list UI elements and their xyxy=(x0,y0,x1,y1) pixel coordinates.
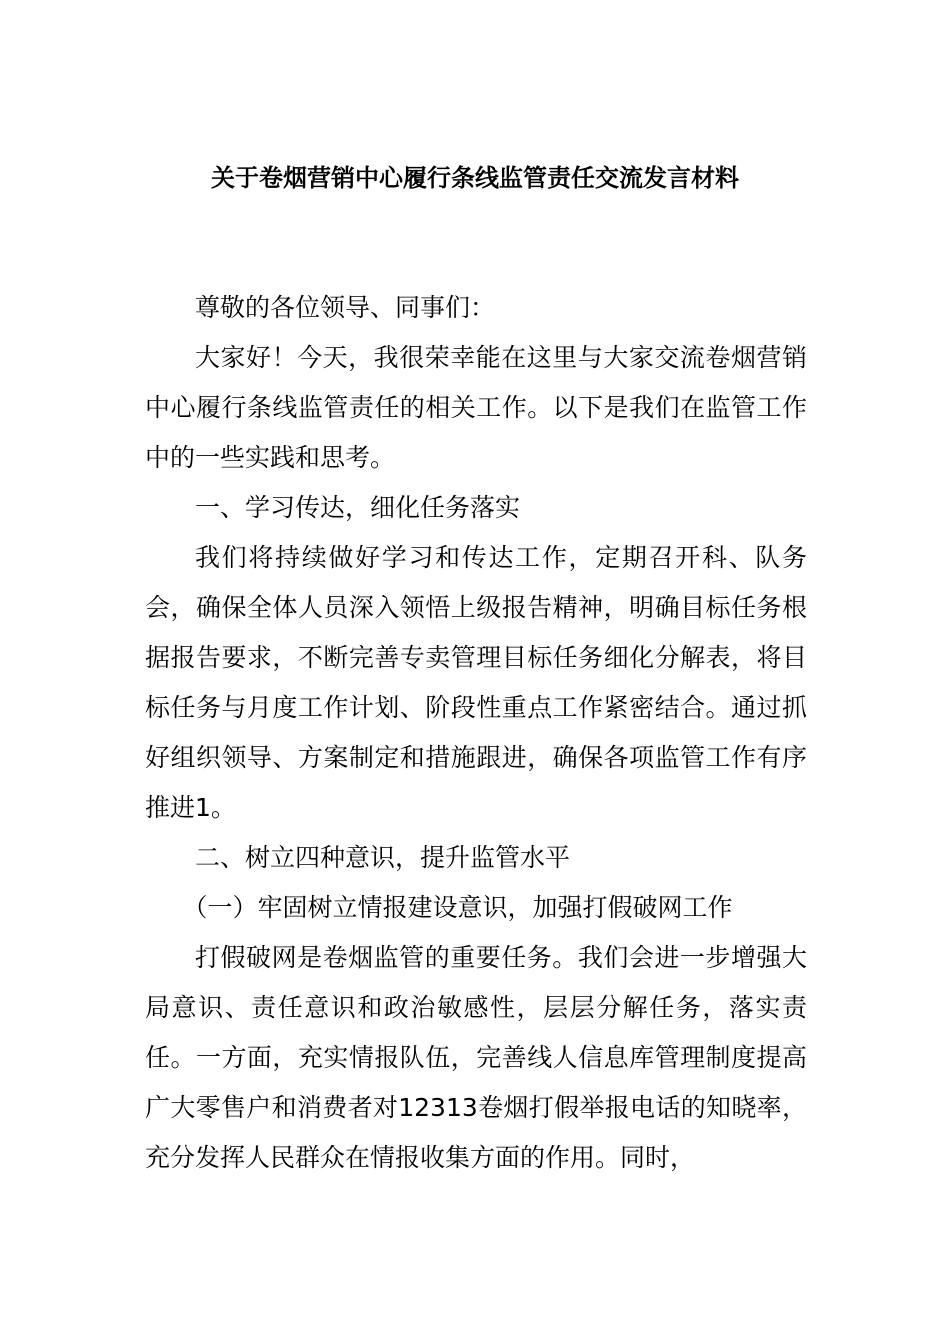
intro-paragraph: 大家好！今天，我很荣幸能在这里与大家交流卷烟营销中心履行条线监管责任的相关工作。以下是我们在监管工作中的一些实践和思考。 xyxy=(145,343,807,472)
document-title: 关于卷烟营销中心履行条线监管责任交流发言材料 xyxy=(211,164,739,192)
section-heading-1: 一、学习传达，细化任务落实 xyxy=(195,493,521,522)
salutation: 尊敬的各位领导、同事们： xyxy=(195,293,496,322)
section-1-paragraph: 我们将持续做好学习和传达工作，定期召开科、队务会，确保全体人员深入领悟上级报告精神，明确目标任务根据报告要求，不断完善专卖管理目标任务细化分解表，将目标任务与月度工作计划、阶段性重点工作紧密结合。通过抓好组织领导、方案制定和措施跟进，确保各项监管工作有序推进1。 xyxy=(145,543,807,822)
subsection-heading-2-1: （一）牢固树立情报建设意识，加强打假破网工作 xyxy=(182,893,733,922)
document-body xyxy=(145,283,807,1183)
section-heading-2: 二、树立四种意识，提升监管水平 xyxy=(195,843,571,872)
section-2-paragraph: 打假破网是卷烟监管的重要任务。我们会进一步增强大局意识、责任意识和政治敏感性，层层分解任务，落实责任。一方面，充实情报队伍，完善线人信息库管理制度提高广大零售户和消费者对12313卷烟打假举报电话的知晓率，充分发挥人民群众在情报收集方面的作用。同时， xyxy=(145,943,807,1172)
